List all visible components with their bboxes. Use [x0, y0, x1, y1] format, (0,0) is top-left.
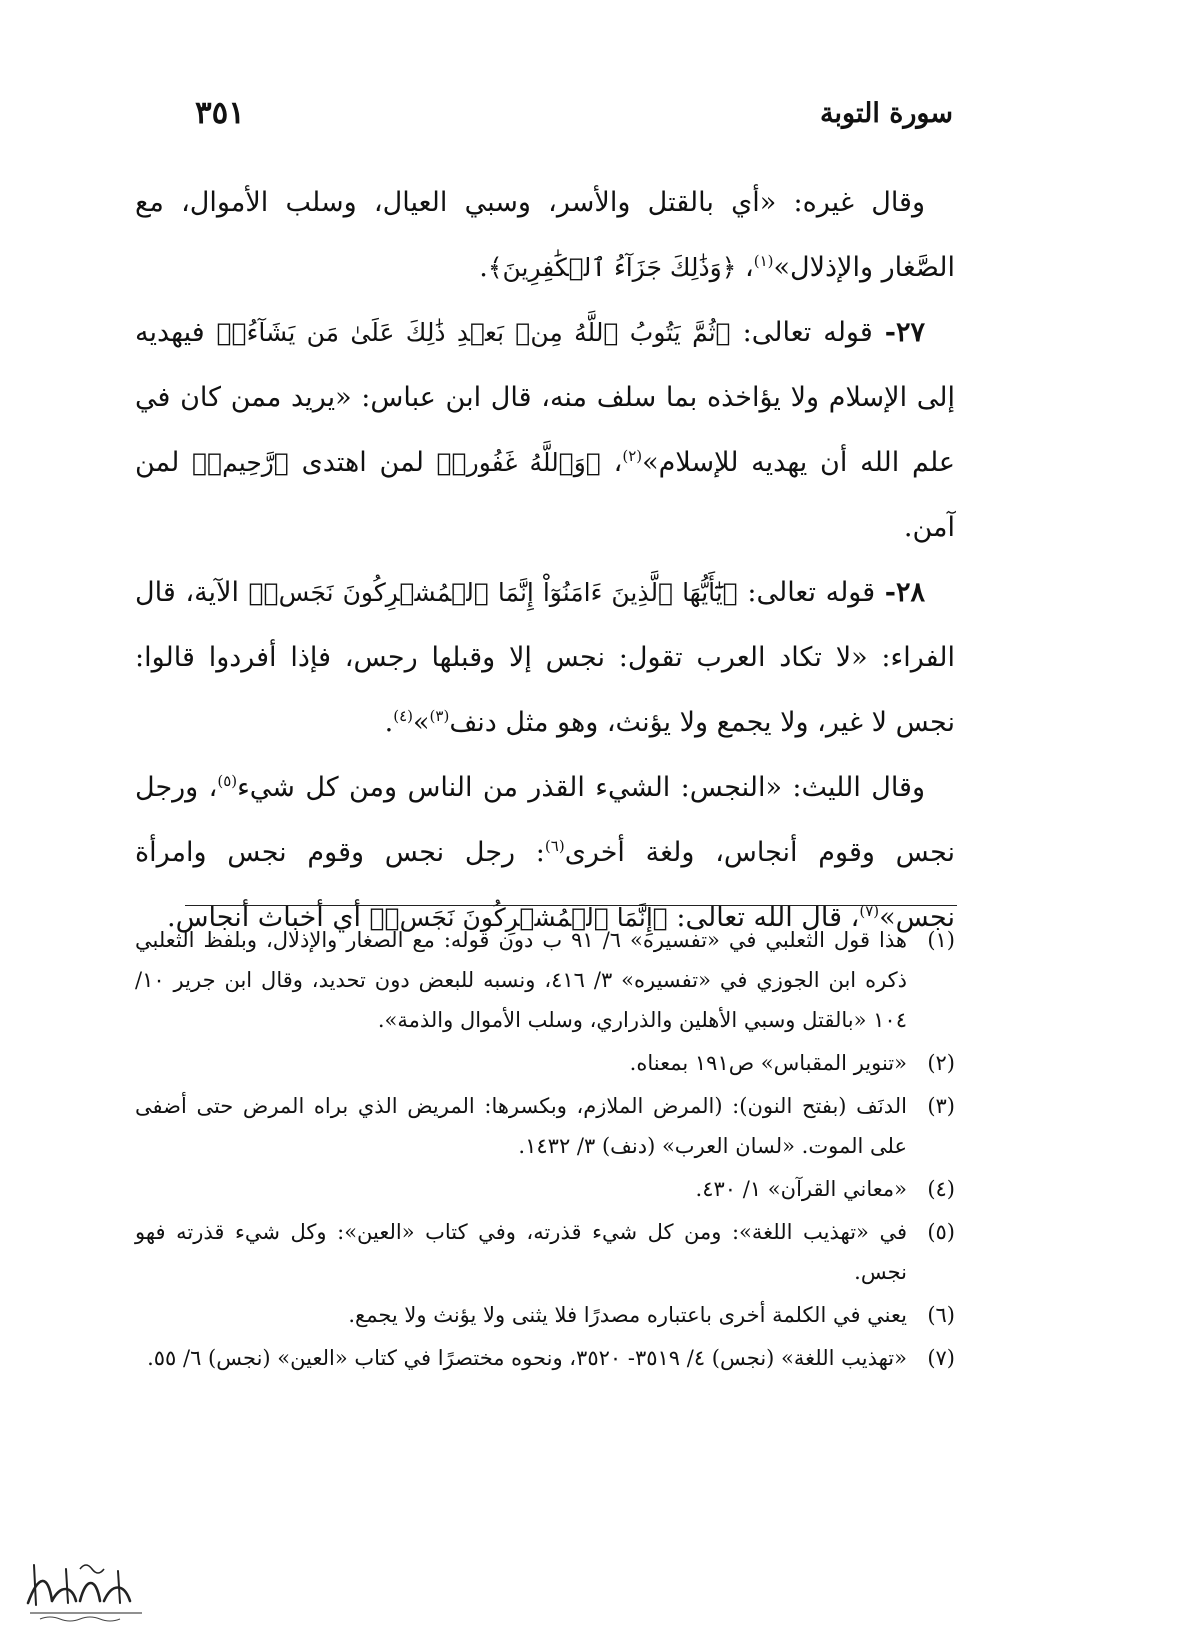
text-run: : رجل نجس وقوم نجس وامرأة نجس» — [135, 837, 955, 933]
footnote-5 — [135, 1212, 955, 1292]
footnote-text: يعني في الكلمة أخرى باعتباره مصدرًا فلا يثنى ولا يؤنث ولا يجمع. — [348, 1303, 907, 1327]
text-run: ، قال الله تعالى: — [667, 902, 860, 933]
footnote-number: (٧) — [927, 1346, 955, 1370]
footnote-ref-7[interactable]: (٧) — [859, 902, 880, 920]
quran-quote: ﴿ثُمَّ يَتُوبُ ٱللَّهُ مِنۢ بَعۡدِ ذَٰلِكَ عَلَىٰ مَن يَشَآءُۗ﴾ — [216, 318, 731, 347]
footnote-7 — [135, 1338, 955, 1378]
footnote-text: «معاني القرآن» ١/ ٤٣٠. — [695, 1177, 907, 1201]
footnote-1 — [135, 920, 955, 1040]
page-number: ٣٥١ — [195, 95, 245, 131]
main-text — [135, 170, 955, 950]
footnote-3 — [135, 1086, 955, 1166]
footnote-2 — [135, 1043, 955, 1083]
footnote-text: «تنوير المقباس» ص١٩١ بمعناه. — [629, 1051, 907, 1075]
quran-quote: ﴿يَٰٓأَيُّهَا ٱلَّذِينَ ءَامَنُوٓاْ إِنَّمَا ٱلۡمُشۡرِكُونَ نَجَسٞ﴾ — [248, 578, 738, 607]
page-header — [195, 88, 953, 138]
verse-number: ٢٧- — [884, 317, 925, 348]
footnote-ref-2[interactable]: (٢) — [622, 447, 643, 465]
text-run: الآية، قال الفراء: «لا تكاد العرب تقول: نجس إلا وقبلها رجس، فإذا أفردوا قالوا: نجس لا غير، ولا يجمع ولا يؤنث، وهو مثل دنف — [135, 577, 955, 738]
surah-title: سورة التوبة — [820, 97, 953, 129]
text-run: . — [384, 707, 394, 738]
footnote-number: (٥) — [927, 1220, 955, 1244]
calligraphy-stamp-icon — [20, 1555, 150, 1625]
footnote-divider — [185, 905, 957, 906]
footnote-ref-6[interactable]: (٦) — [544, 837, 565, 855]
text-run: » — [413, 707, 430, 738]
footnote-number: (٣) — [927, 1094, 955, 1118]
footnote-text: الدنَف (بفتح النون): (المرض الملازم، وبكسرها: المريض الذي براه المرض حتى أضفى على الموت. «لسان العرب» (دنف) ٣/ ١٤٣٢. — [135, 1094, 907, 1158]
footnote-number: (١) — [927, 928, 955, 952]
footnote-number: (٤) — [927, 1177, 955, 1201]
text-run: وقال الليث: «النجس: الشيء القذر من الناس ومن كل شيء — [237, 772, 926, 803]
text-run: لمن اهتدى — [288, 447, 437, 478]
footnote-ref-1[interactable]: (١) — [753, 252, 774, 270]
paragraph-verse-27 — [135, 300, 955, 560]
footnote-text: في «تهذيب اللغة»: ومن كل شيء قذرته، وفي كتاب «العين»: وكل شيء قذرته فهو نجس. — [135, 1220, 907, 1284]
verse-number: ٢٨- — [884, 577, 926, 608]
text-run: وقال غيره: «أي بالقتل والأسر، وسبي العيال، وسلب الأموال، مع الصَّغار والإذلال» — [135, 187, 955, 283]
footnote-ref-5[interactable]: (٥) — [217, 772, 238, 790]
footnote-text: «تهذيب اللغة» (نجس) ٤/ ٣٥١٩- ٣٥٢٠، ونحوه مختصرًا في كتاب «العين» (نجس) ٦/ ٥٥. — [147, 1346, 907, 1370]
quran-quote: ﴿إِنَّمَا ٱلۡمُشۡرِكُونَ نَجَسٞ﴾ — [369, 903, 668, 932]
text-run: لمن آمن. — [135, 447, 955, 543]
quran-quote: ﴿رَّحِيمٞ﴾ — [192, 448, 289, 477]
text-run: ، — [600, 447, 623, 478]
footnote-ref-4[interactable]: (٤) — [393, 707, 414, 725]
footnote-number: (٦) — [927, 1303, 955, 1327]
footnote-text: هذا قول الثعلبي في «تفسيره» ٦/ ٩١ ب دون قوله: مع الصغار والإذلال، وبلفظ الثعلبي ذكره ابن الجوزي في «تفسيره» ٣/ ٤١٦، ونسبه للبعض دون تحديد، وقال ابن جرير ١٠/ ١٠٤ «بالقتل وسبي الأهلين والذراري، وسلب الأموال والذمة». — [135, 928, 908, 1032]
footnote-6 — [135, 1295, 955, 1335]
text-run: قوله تعالى: — [730, 317, 885, 348]
text-run: أي أخباث أنجاس. — [167, 902, 370, 933]
footnote-4 — [135, 1169, 955, 1209]
quran-quote: ﴿وَٱللَّهُ غَفُورٞ﴾ — [436, 448, 601, 477]
stamp-graphic — [20, 1555, 150, 1625]
paragraph-verse-28 — [135, 560, 955, 755]
footnotes — [135, 920, 955, 1381]
paragraph-1 — [135, 170, 955, 300]
quran-quote: ﴿وَذَٰلِكَ جَزَآءُ ٱلۡكَٰفِرِينَ﴾ — [487, 253, 737, 282]
text-run: ، ورجل نجس وقوم أنجاس، ولغة أخرى — [135, 772, 956, 868]
text-run: ، — [736, 252, 754, 283]
text-run: قوله تعالى: — [737, 577, 885, 608]
footnote-number: (٢) — [927, 1051, 955, 1075]
footnote-ref-3[interactable]: (٣) — [429, 707, 450, 725]
text-run: فيهديه إلى الإسلام ولا يؤاخذه بما سلف منه، قال ابن عباس: «يريد ممن كان في علم الله أن يهديه للإسلام» — [135, 317, 956, 478]
text-run: . — [479, 252, 488, 283]
